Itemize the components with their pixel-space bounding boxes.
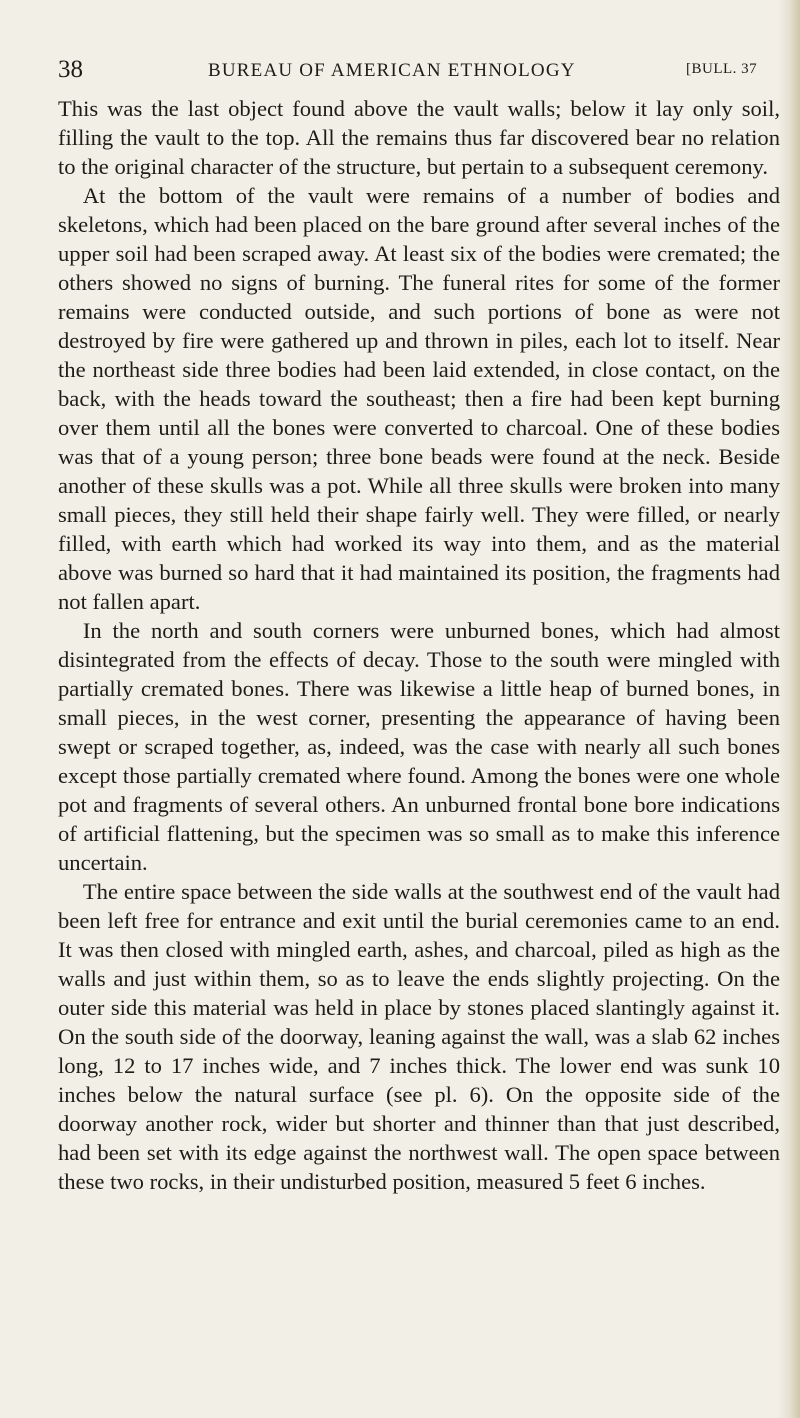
paragraph: The entire space between the side walls at the southwest end of the vault had been left free for entrance and exit until the burial ceremonies came to an end. It was then closed with mingled earth, ashes, and charcoal, piled as high as the walls and just within them, so as to leave the ends slightly projecting. On the outer side this material was held in place by stones placed slantingly against it. On the south side of the doorway, leaning against the wall, was a slab 62 inches long, 12 to 17 inches wide, and 7 inches thick. The lower end was sunk 10 inches below the natural surface (see pl. 6). On the opposite side of the doorway another rock, wider but shorter and thinner than that just described, had been set with its edge against the northwest wall. The open space between these two rocks, in their undisturbed position, measured 5 feet 6 inches. [58,879,780,1194]
running-title: BUREAU OF AMERICAN ETHNOLOGY [208,60,576,81]
paragraph: In the north and south corners were unburned bones, which had almost disintegrated from the effects of decay. Those to the south were mingled with partially cremated bones. There was likewise a little heap of burned bones, in small pieces, in the west corner, presenting the appearance of having been swept or scraped together, as, indeed, was the case with nearly all such bones except those partially cremated where found. Among the bones were one whole pot and fragments of several others. An unburned frontal bone bore indications of artificial flattening, but the specimen was so small as to make this inference uncertain. [58,618,780,875]
body-text [58,94,780,1196]
bulletin-reference: [BULL. 37 [686,61,758,77]
paragraph: This was the last object found above the vault walls; below it lay only soil, filling the vault to the top. All the remains thus far discovered bear no relation to the original character of the structure, but pertain to a subsequent ceremony. [58,96,780,179]
page-edge-shadow [778,0,800,1418]
page-number: 38 [58,56,83,83]
running-header [58,56,780,86]
paragraph: At the bottom of the vault were remains of a number of bodies and skeletons, which had been placed on the bare ground after several inches of the upper soil had been scraped away. At least six of the bodies were cremated; the others showed no signs of burning. The funeral rites for some of the former remains were conducted outside, and such portions of bone as were not destroyed by fire were gathered up and thrown in piles, each lot to itself. Near the northeast side three bodies had been laid extended, in close contact, on the back, with the heads toward the southeast; then a fire had been kept burning over them until all the bones were converted to charcoal. One of these bodies was that of a young person; three bone beads were found at the neck. Beside another of these skulls was a pot. While all three skulls were broken into many small pieces, they still held their shape fairly well. They were filled, or nearly filled, with earth which had worked its way into them, and as the material above was burned so hard that it had maintained its position, the fragments had not fallen apart. [58,183,780,614]
